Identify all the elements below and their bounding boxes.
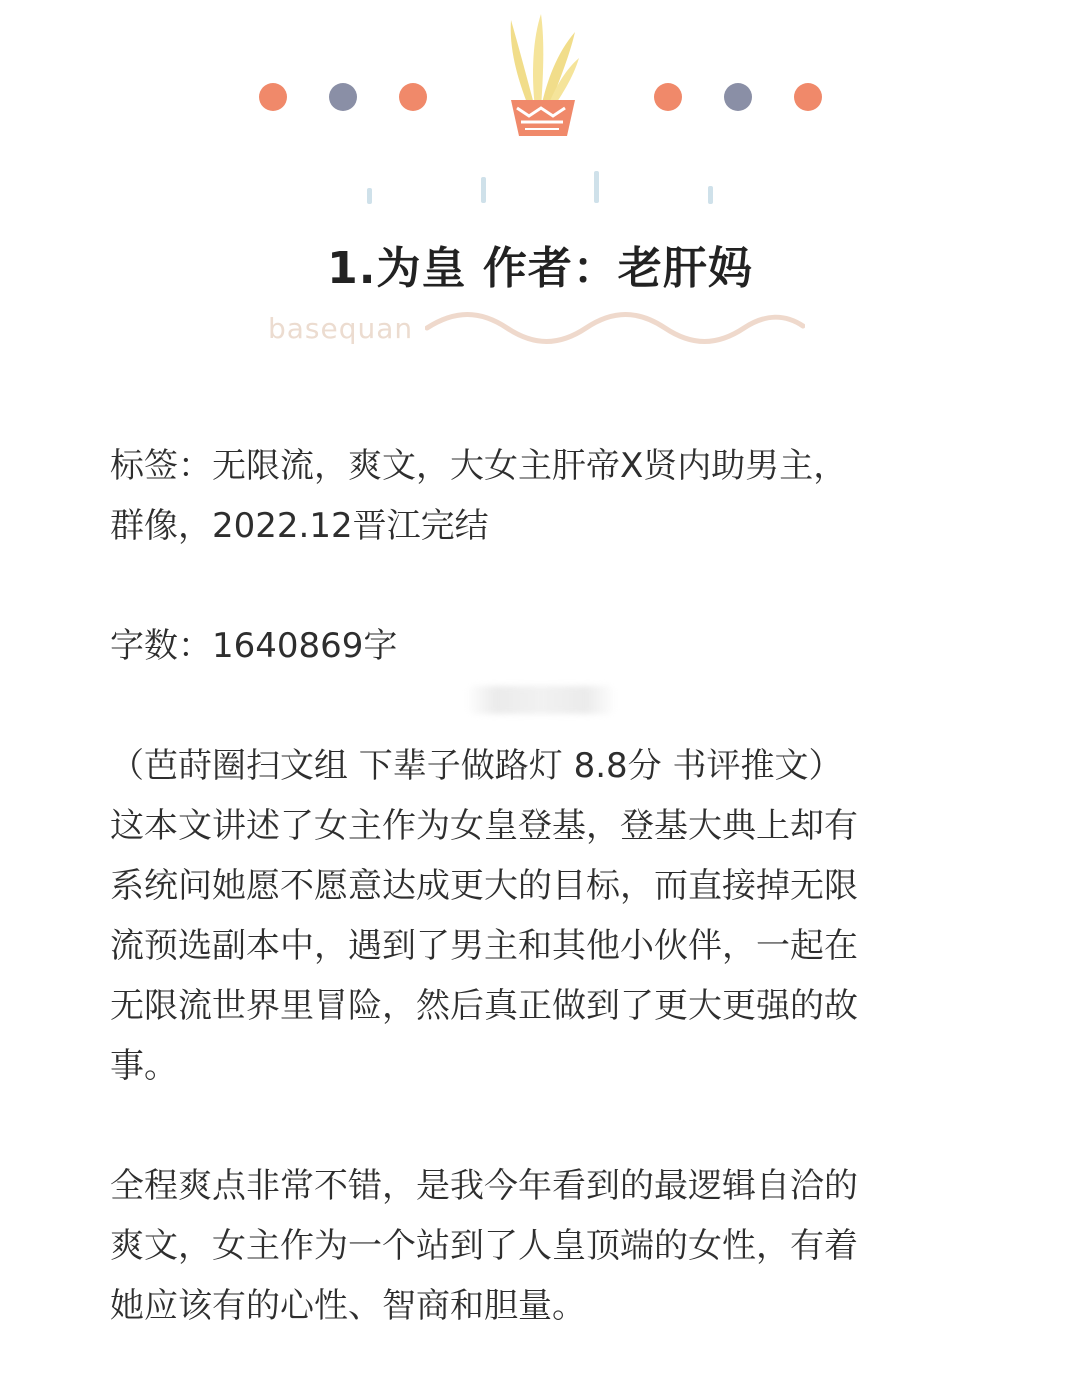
tags-line: 群像，2022.12晋江完结 bbox=[110, 506, 489, 546]
decor-tick bbox=[708, 186, 713, 204]
decor-dot-slate bbox=[724, 83, 752, 111]
page-title: 1.为皇 作者：老肝妈 bbox=[327, 243, 753, 294]
review-line: 流预选副本中，遇到了男主和其他小伙伴，一起在 bbox=[110, 926, 858, 966]
decor-tick bbox=[594, 171, 599, 203]
wave-divider bbox=[425, 308, 805, 348]
word-count: 字数：1640869字 bbox=[110, 626, 398, 666]
review-line: （芭莳圈扫文组 下辈子做路灯 8.8分 书评推文） bbox=[110, 746, 843, 786]
decor-dot-slate bbox=[329, 83, 357, 111]
decor-dot-coral bbox=[654, 83, 682, 111]
opinion-line: 全程爽点非常不错，是我今年看到的最逻辑自洽的 bbox=[110, 1166, 858, 1206]
opinion-line: 她应该有的心性、智商和胆量。 bbox=[110, 1286, 586, 1326]
decor-tick bbox=[367, 188, 372, 204]
review-line: 无限流世界里冒险，然后真正做到了更大更强的故 bbox=[110, 986, 858, 1026]
tags-line: 标签：无限流，爽文，大女主肝帝X贤内助男主， bbox=[110, 446, 848, 486]
potted-plant-icon bbox=[495, 8, 585, 140]
review-line: 系统问她愿不愿意达成更大的目标，而直接掉无限 bbox=[110, 866, 858, 906]
decor-dot-coral bbox=[794, 83, 822, 111]
article-body bbox=[110, 436, 980, 1336]
review-line: 这本文讲述了女主作为女皇登基，登基大典上却有 bbox=[110, 806, 858, 846]
decor-dot-coral bbox=[399, 83, 427, 111]
decor-dot-coral bbox=[259, 83, 287, 111]
header-decoration bbox=[0, 0, 1080, 220]
opinion-line: 爽文，女主作为一个站到了人皇顶端的女性，有着 bbox=[110, 1226, 858, 1266]
decor-tick bbox=[481, 177, 486, 203]
watermark-text: basequan bbox=[268, 312, 414, 345]
review-line: 事。 bbox=[110, 1046, 178, 1086]
